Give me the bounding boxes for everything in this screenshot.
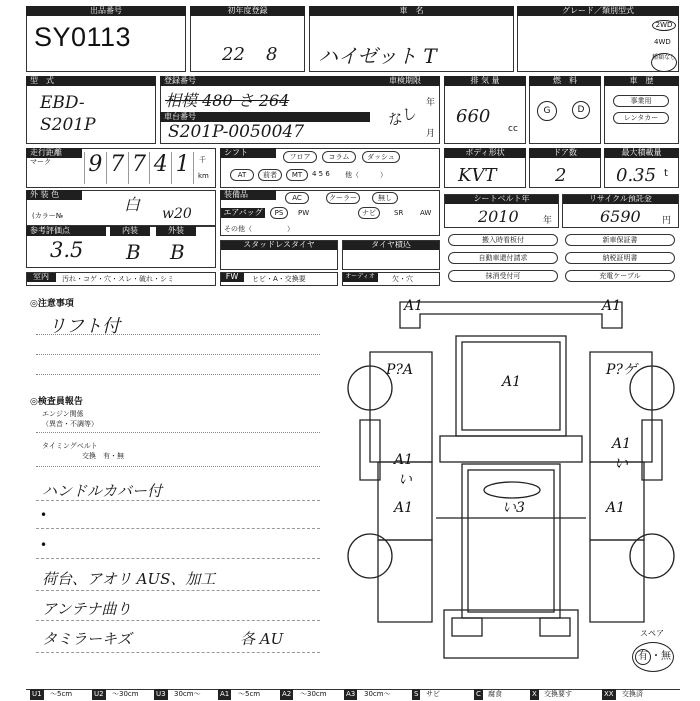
notes-rule [36,334,320,335]
shift-semi: 前者 [258,169,282,181]
inspector-item: アンテナ曲り [42,600,132,618]
tag-refund: 自動車還付請求 [448,252,558,264]
inspection-value: なし [383,103,419,131]
model-value: EBD- S201P [40,93,96,135]
tag-cable: 充電ケーブル [565,270,675,282]
mileage-digit: 9 [84,152,106,184]
lot-number-label: 出品番号 [26,6,186,16]
audio-items: 欠・穴 [392,275,413,283]
fuel-label: 燃 料 [529,76,601,86]
vehicle-damage-diagram [340,290,685,670]
legend-value: 腐食 [488,690,502,698]
displacement-unit: cc [508,124,518,134]
color-code-value: w20 [162,206,192,222]
diagram-door-right: P?ゲ [606,362,637,378]
interior-label: 内装 [110,226,150,236]
timing-value: 交換 有・無 [82,452,124,460]
vehicle-history-label: 車 歴 [604,76,679,86]
legend-key: U2 [94,690,104,698]
shift-label: シフト [220,148,276,158]
mileage-digit: 4 [149,152,171,184]
model-label: 型 式 [26,76,156,86]
body-type-label: ボディ形状 [444,148,526,158]
diagram-rear-right: A1 [606,500,626,516]
interior-cond-items: 汚れ・コゲ・穴・スレ・破れ・シミ [62,275,174,283]
seatbelt-label: シートベルト年 [444,194,559,204]
equipment-label: 装備品 [220,190,276,200]
diagram-front-left: A1 [404,298,424,314]
shift-floor: フロア [283,151,317,163]
tag-cancel: 抹消受付可 [448,270,558,282]
reg-no-label: 登録番号 [160,76,370,86]
shift-dash: ダッシュ [362,151,400,163]
max-load-label: 最大積載量 [604,148,679,158]
fw-label: FW [220,272,244,282]
inspector-bullet: • [40,538,48,552]
fuel-g-option: G [537,101,557,121]
color-value: 白 [124,195,141,214]
diagram-door-left: P?A [386,362,414,378]
diagram-right-side-mid: い [614,456,628,472]
legend-value: ～5cm [50,690,73,698]
eq-ps: PS [270,207,288,219]
inspector-item: タミラーキズ [42,630,132,648]
spare-have: 有 [635,649,651,665]
inspector-rule [36,620,320,621]
inspector-rule [36,652,320,653]
notes-line-1: リフト付 [48,316,120,337]
seatbelt-unit: 年 [543,216,553,226]
mileage-digits [84,152,194,184]
tire-label: タイヤ積込 [342,240,440,250]
legend-value: 30cm～ [364,690,391,698]
reg-no-value: 相模 480 さ 264 [165,91,290,110]
vehicle-rental: レンタカー [613,112,669,124]
first-reg-label: 初年度登録 [190,6,305,16]
color-code-label: (カラー№ [32,212,64,220]
eq-sr: SR [394,209,404,217]
inspection-year-unit: 年 [426,98,436,108]
interior-value: B [126,240,141,264]
max-load-value: 0.35 [616,165,657,186]
ref-score-label: 参考評価点 [26,226,106,236]
legend-value: ～5cm [238,690,261,698]
inspector-rule [36,500,320,501]
drive-4wd-label: 4WD [654,38,671,46]
legend-value: 交換済 [622,690,643,698]
inspection-label: 車検期限 [370,76,440,86]
legend-key: A2 [282,690,292,698]
shift-at: AT [230,169,254,181]
inspector-rule [36,558,320,559]
doors-label: ドア数 [529,148,601,158]
diagram-hood: A1 [502,374,522,390]
chassis-label: 車台番号 [160,112,370,122]
drive-none-badge: 種類なし [651,53,677,72]
eq-ac: AC [285,192,309,204]
legend-value: 交換要す [544,690,572,698]
eq-navi: ナビ [358,207,380,219]
inspector-rule [36,432,320,433]
legend-key: C [476,690,481,698]
inspector-item: ハンドルカバー付 [42,482,163,500]
displacement-value: 660 [456,106,491,127]
studless-box [220,240,338,270]
engine-sub-label: （異音・不調等） [42,420,98,428]
fuel-d-option: D [572,101,590,119]
first-reg-year: 22 [222,44,245,65]
drive-2wd-badge: 2WD [652,20,676,31]
legend-key: U1 [32,690,42,698]
notes-rule [36,374,320,375]
mileage-digit: 1 [171,152,194,184]
diagram-front-right: A1 [602,298,622,314]
engine-label: エンジン関係 [42,410,84,418]
tag-tax-cert: 納税証明書 [565,252,675,264]
eq-other: その他（ ） [224,225,294,233]
diagram-right-side-top: A1 [612,436,632,452]
legend-value: 30cm～ [174,690,201,698]
first-reg-month: 8 [266,44,278,65]
tire-box [342,240,440,270]
recycle-label: リサイクル預託金 [562,194,679,204]
spare-sep: ・ [651,651,661,662]
vehicle-history-box [604,76,679,144]
eq-pw: PW [298,209,310,217]
inspector-rule [36,466,320,467]
eq-cooler: クーラー [326,192,360,204]
mileage-digit: 7 [128,152,150,184]
recycle-value: 6590 [600,207,641,226]
inspector-bullet: • [40,508,48,522]
exterior-value: B [170,240,185,264]
shift-mt: MT [286,169,308,181]
mileage-digit: 7 [106,152,128,184]
interior-cond-label: 室内 [26,272,56,282]
legend-value: ～30cm [300,690,327,698]
exterior-label: 外装 [156,226,196,236]
max-load-unit: t [664,168,668,179]
chassis-value: S201P-0050047 [168,122,305,142]
tag-warranty: 新車保証書 [565,234,675,246]
car-name-value: ハイゼット T [318,44,437,68]
shift-other: 他（ ） [345,171,387,179]
vehicle-business: 事業用 [613,95,669,107]
ref-score-value: 3.5 [50,238,84,262]
eq-none: 無し [372,192,398,204]
mileage-unit-thousand: 千 [199,156,206,164]
inspector-rule [36,590,320,591]
timing-label: タイミングベルト [42,442,98,450]
inspector-rule [36,528,320,529]
notes-rule [36,354,320,355]
spare-circle [632,642,674,672]
diagram-rear-left: A1 [394,500,414,516]
displacement-label: 排 気 量 [444,76,526,86]
inspector-item-suffix: 各 AU [240,630,284,648]
car-name-label: 車 名 [309,6,514,16]
eq-aw: AW [420,209,432,217]
spare-label: スペア [640,629,664,638]
doors-value: 2 [555,165,567,186]
shift-column: コラム [322,151,356,163]
legend-key: A1 [220,690,230,698]
legend-key: X [532,690,537,698]
tag-signboard: 搬入時看板付 [448,234,558,246]
audio-label: オーディオ [342,272,378,282]
grade-label: グレード／類別型式 [517,6,679,16]
color-label: 外 装 色 [26,190,82,200]
recycle-unit: 円 [662,216,672,226]
doc-id: SY0113 [34,22,132,52]
inspector-label: ◎検査員報告 [30,397,83,407]
spare-none: 無 [661,651,671,662]
diagram-bed: い3 [502,500,525,516]
legend-key: A3 [346,690,356,698]
legend-key: S [414,690,419,698]
body-type-value: KVT [458,165,497,186]
shift-gears: 4 5 6 [312,170,330,178]
legend-key: XX [604,690,614,698]
eq-airbag: エアバッグ [221,208,265,218]
legend-key: U3 [156,690,166,698]
seatbelt-value: 2010 [478,207,519,226]
inspector-item: 荷台、アオリ AUS、加工 [42,570,216,588]
mileage-sub-label: マーク [30,158,51,166]
fw-items: ヒビ・A・交換要 [252,275,306,283]
diagram-left-side-mid: い [398,472,412,488]
diagram-left-side-top: A1 [394,452,414,468]
notes-label: ◎注意事項 [30,299,74,309]
legend-value: ～30cm [112,690,139,698]
mileage-label: 走行距離 [26,148,82,158]
inspection-month-unit: 月 [426,129,436,139]
audio-box [342,272,440,286]
legend-value: サビ [426,690,440,698]
mileage-unit-km: km [198,172,209,180]
studless-label: スタッドレスタイヤ [220,240,338,250]
